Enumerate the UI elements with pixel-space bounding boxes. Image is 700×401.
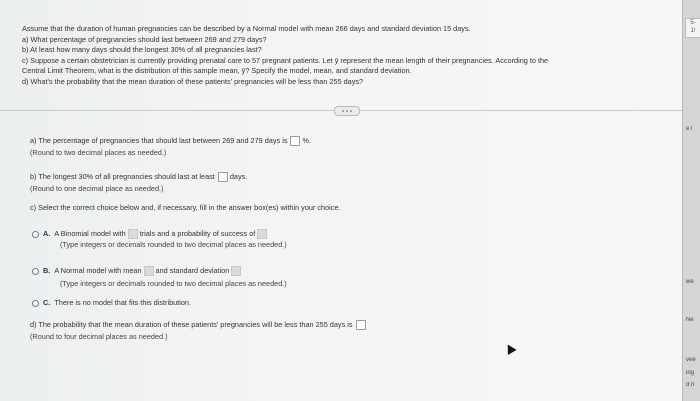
option-b-letter: B. xyxy=(43,266,51,275)
option-a-letter: A. xyxy=(43,229,51,238)
sidebar-top-text: 1! xyxy=(690,28,696,34)
problem-line: Central Limit Theorem, what is the distribution of this sample mean, ȳ? Specify the model, mean, and standard deviation. xyxy=(22,66,412,76)
option-c-radio[interactable] xyxy=(32,300,39,307)
option-b-row[interactable] xyxy=(32,266,243,277)
option-b-mean-input[interactable] xyxy=(144,266,154,276)
sidebar-fragment: ing xyxy=(686,370,695,376)
problem-line: c) Suppose a certain obstetrician is currently providing prenatal care to 57 pregnant patients. Let ȳ represent the mean length of their pregnancies. According to the xyxy=(22,55,549,65)
option-c-letter: C. xyxy=(43,298,51,307)
part-d-label: d) The probability that the mean duration of these patients' pregnancies will be less than 255 days is xyxy=(30,320,353,329)
problem-line: Assume that the duration of human pregnancies can be described by a Normal model with mean 266 days and standard deviation 15 days. xyxy=(22,24,471,33)
dot-icon xyxy=(342,110,344,112)
option-b-text2: and standard deviation xyxy=(155,266,230,275)
sidebar-thumbnail[interactable] xyxy=(685,18,700,38)
option-a-trials-input[interactable] xyxy=(128,229,138,239)
days-suffix: days. xyxy=(229,172,248,181)
part-a-answer-input[interactable] xyxy=(290,136,300,146)
option-a-radio[interactable] xyxy=(32,231,39,238)
option-a-probability-input[interactable] xyxy=(257,229,267,239)
part-a-label: a) The percentage of pregnancies that should last between 269 and 279 days is xyxy=(30,136,288,145)
part-d-answer-input[interactable] xyxy=(356,320,366,330)
sidebar-fragment: e l xyxy=(686,126,693,132)
part-c-prompt: c) Select the correct choice below and, if necessary, fill in the answer box(es) within your choice. xyxy=(30,203,341,212)
sidebar-fragment: d n xyxy=(686,382,695,388)
part-a-hint: (Round to two decimal places as needed.) xyxy=(30,148,167,157)
option-a-row[interactable] xyxy=(32,229,269,240)
sidebar-top-text: 5- xyxy=(690,20,696,26)
option-b-text1: A Normal model with mean xyxy=(54,266,142,275)
option-b-sd-input[interactable] xyxy=(231,266,241,276)
sidebar-fragment: vee xyxy=(686,357,696,363)
percent-suffix: %. xyxy=(302,136,311,145)
sidebar-fragment[interactable]: Ne xyxy=(686,317,694,323)
option-c-text: There is no model that fits this distribution. xyxy=(54,298,191,307)
problem-statement xyxy=(22,24,682,88)
option-b-radio[interactable] xyxy=(32,268,39,275)
part-b-row xyxy=(30,172,247,183)
dot-icon xyxy=(346,110,348,112)
option-b-hint: (Type integers or decimals rounded to two decimal places as needed.) xyxy=(60,279,287,288)
option-a-hint: (Type integers or decimals rounded to two decimal places as needed.) xyxy=(60,240,287,249)
part-a-row xyxy=(30,136,311,147)
part-b-label: b) The longest 30% of all pregnancies should last at least xyxy=(30,172,215,181)
right-sidebar xyxy=(682,0,700,401)
problem-line: b) At least how many days should the longest 30% of all pregnancies last? xyxy=(22,45,262,55)
problem-line: a) What percentage of pregnancies should last between 269 and 279 days? xyxy=(22,34,267,44)
mouse-cursor-icon xyxy=(503,342,516,355)
more-dots-button[interactable] xyxy=(334,106,360,116)
dot-icon xyxy=(350,110,352,112)
part-b-hint: (Round to one decimal place as needed.) xyxy=(30,184,164,193)
part-d-hint: (Round to four decimal places as needed.) xyxy=(30,332,168,341)
option-a-text2: trials and a probability of success of xyxy=(139,229,256,238)
option-c-row[interactable] xyxy=(32,298,191,309)
problem-line: d) What's the probability that the mean duration of these patients' pregnancies will be less than 255 days? xyxy=(22,76,364,86)
part-d-row xyxy=(30,320,368,331)
sidebar-fragment: we xyxy=(686,279,694,285)
option-a-text1: A Binomial model with xyxy=(54,229,126,238)
part-b-answer-input[interactable] xyxy=(218,172,228,182)
